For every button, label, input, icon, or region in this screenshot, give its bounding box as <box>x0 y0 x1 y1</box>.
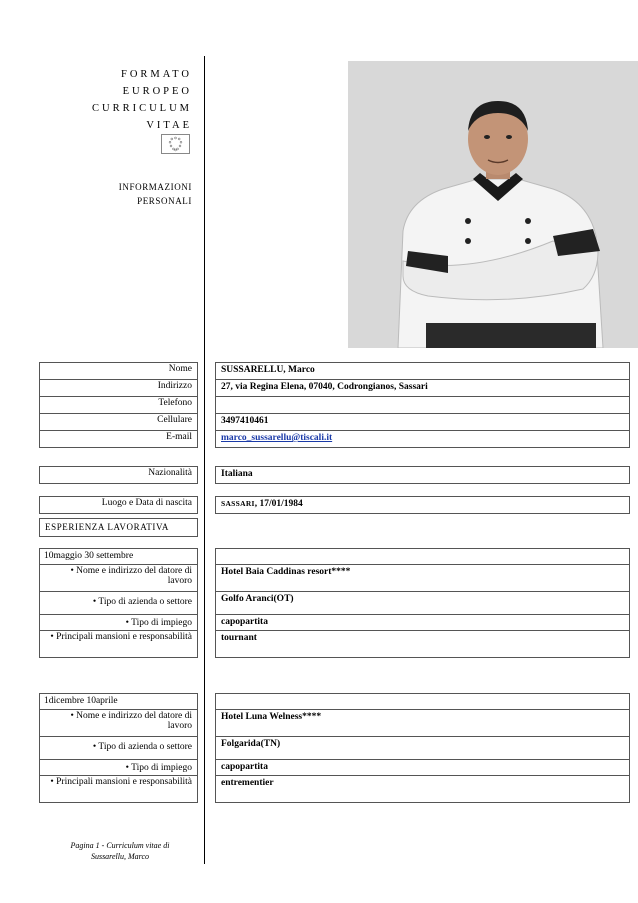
cellulare-value: 3497410461 <box>215 413 630 431</box>
vertical-divider <box>204 56 205 864</box>
title-line-formato: FORMATO <box>121 69 192 80</box>
profile-photo <box>348 61 638 348</box>
personal-heading-line2: PERSONALI <box>137 196 192 206</box>
nome-value: SUSSARELLU, Marco <box>215 362 630 380</box>
experience-2-date: 1dicembre 10aprile <box>39 693 198 710</box>
experience-1-sector-value: Golfo Aranci(OT) <box>215 591 630 615</box>
email-label: E-mail <box>39 430 198 448</box>
telefono-label: Telefono <box>39 396 198 414</box>
nome-label: Nome <box>39 362 198 380</box>
experience-2-job-label: • Tipo di impiego <box>39 759 198 776</box>
experience-1-sector-label: • Tipo di azienda o settore <box>39 591 198 615</box>
nazionalita-value: Italiana <box>215 466 630 484</box>
title-line-vitae: VITAE <box>146 120 192 131</box>
experience-2-job-value: capopartita <box>215 759 630 776</box>
title-line-curriculum: CURRICULUM <box>91 103 192 114</box>
page-footer <box>60 840 180 862</box>
experience-2-employer-label: • Nome e indirizzo del datore di lavoro <box>39 709 198 737</box>
experience-2-duties-value: entrementier <box>215 775 630 803</box>
experience-2-sector-label: • Tipo di azienda o settore <box>39 736 198 760</box>
experience-1-employer-label: • Nome e indirizzo del datore di lavoro <box>39 564 198 592</box>
experience-1-date-value <box>215 548 630 565</box>
experience-heading: ESPERIENZA LAVORATIVA <box>39 518 198 537</box>
experience-1-duties-label: • Principali mansioni e responsabilità <box>39 630 198 658</box>
indirizzo-value: 27, via Regina Elena, 07040, Codrongianos, Sassari <box>215 379 630 397</box>
cellulare-label: Cellulare <box>39 413 198 431</box>
footer-line2: Sussarellu, Marco <box>90 852 150 861</box>
experience-2-employer-value: Hotel Luna Welness**** <box>215 709 630 737</box>
personal-heading-line1: INFORMAZIONI <box>118 182 192 192</box>
cv-title <box>60 66 192 134</box>
personal-info-heading <box>60 180 192 208</box>
experience-2-sector-value: Folgarida(TN) <box>215 736 630 760</box>
eu-flag-icon <box>161 134 190 154</box>
email-field <box>215 430 630 448</box>
experience-2-duties-label: • Principali mansioni e responsabilità <box>39 775 198 803</box>
title-line-europeo: EUROPEO <box>122 86 192 97</box>
telefono-value <box>215 396 630 414</box>
footer-line1: Pagina 1 - Curriculum vitae di <box>70 841 170 850</box>
nascita-place: SASSARI <box>221 499 255 508</box>
indirizzo-label: Indirizzo <box>39 379 198 397</box>
nascita-value <box>215 496 630 514</box>
experience-2-date-value <box>215 693 630 710</box>
experience-1-employer-value: Hotel Baia Caddinas resort**** <box>215 564 630 592</box>
experience-1-job-value: capopartita <box>215 614 630 631</box>
nascita-date: , 17/01/1984 <box>254 499 303 509</box>
nascita-label: Luogo e Data di nascita <box>39 496 198 514</box>
experience-1-duties-value: tournant <box>215 630 630 658</box>
experience-1-date: 10maggio 30 settembre <box>39 548 198 565</box>
experience-1-job-label: • Tipo di impiego <box>39 614 198 631</box>
nazionalita-label: Nazionalità <box>39 466 198 484</box>
email-link[interactable]: marco_sussarellu@tiscali.it <box>221 433 333 443</box>
